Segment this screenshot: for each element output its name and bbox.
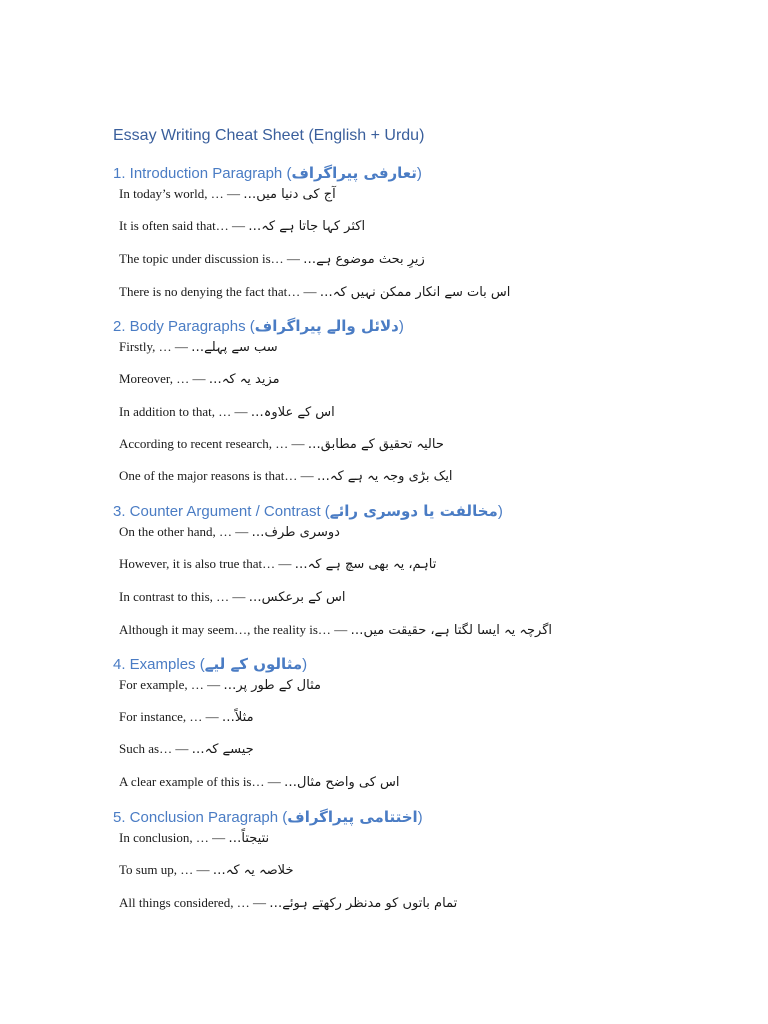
- phrase-row: [119, 829, 269, 848]
- section-heading-conclusion: 5. Conclusion Paragraph (اختتامی پیراگراف): [113, 808, 423, 826]
- phrase-row: [119, 523, 340, 542]
- phrase-row: [119, 588, 346, 607]
- phrase-separator: —: [228, 218, 249, 233]
- section-heading-urdu: مثالوں کے لیے: [204, 655, 303, 673]
- phrase-row: [119, 861, 293, 880]
- phrase-urdu: تاہم، یہ بھی سچ ہے کہ…: [294, 557, 437, 572]
- phrase-english: On the other hand, …: [119, 524, 233, 539]
- phrase-english: One of the major reasons is that…: [119, 468, 298, 483]
- document-title: Essay Writing Cheat Sheet (English + Urdu): [113, 127, 425, 144]
- phrase-urdu: اگرچہ یہ ایسا لگتا ہے، حقیقت میں…: [350, 623, 552, 638]
- phrase-urdu: مزید یہ کہ…: [208, 372, 280, 387]
- phrase-separator: —: [223, 186, 244, 201]
- phrase-separator: —: [203, 677, 224, 692]
- phrase-urdu: جیسے کہ…: [191, 742, 254, 757]
- phrase-english: To sum up, …: [119, 862, 194, 877]
- section-heading-body: 2. Body Paragraphs (دلائل والے پیراگراف): [113, 317, 404, 335]
- section-heading-english: 4. Examples: [113, 656, 196, 673]
- phrase-separator: —: [330, 622, 351, 637]
- phrase-english: However, it is also true that…: [119, 556, 276, 571]
- phrase-row: [119, 676, 321, 695]
- phrase-english: Such as…: [119, 741, 173, 756]
- phrase-row: [119, 370, 280, 389]
- phrase-urdu: ایک بڑی وجہ یہ ہے کہ…: [316, 469, 453, 484]
- phrase-urdu: آج کی دنیا میں…: [243, 187, 336, 202]
- phrase-row: [119, 555, 436, 574]
- phrase-separator: —: [189, 371, 209, 386]
- section-heading-counter-argument: 3. Counter Argument / Contrast (مخالفت یا دوسری رائے): [113, 502, 503, 520]
- phrase-row: [119, 621, 552, 640]
- phrase-english: Firstly, …: [119, 339, 172, 354]
- section-heading-urdu: تعارفی پیراگراف: [291, 164, 417, 182]
- phrase-english: There is no denying the fact that…: [119, 284, 301, 299]
- phrase-english: The topic under discussion is…: [119, 251, 284, 266]
- phrase-separator: —: [193, 862, 213, 877]
- phrase-row: [119, 773, 400, 792]
- phrase-separator: —: [229, 589, 249, 604]
- phrase-english: In conclusion, …: [119, 830, 209, 845]
- phrase-row: [119, 708, 254, 727]
- phrase-separator: —: [264, 774, 284, 789]
- phrase-english: All things considered, …: [119, 895, 250, 910]
- phrase-row: [119, 467, 453, 486]
- section-heading-examples: 4. Examples (مثالوں کے لیے): [113, 655, 308, 673]
- phrase-row: [119, 250, 425, 269]
- phrase-english: In today’s world, …: [119, 186, 224, 201]
- phrase-english: Although it may seem…, the reality is…: [119, 622, 331, 637]
- phrase-separator: —: [300, 284, 320, 299]
- phrase-english: In addition to that, …: [119, 404, 232, 419]
- phrase-english: Moreover, …: [119, 371, 190, 386]
- section-heading-urdu: اختتامی پیراگراف: [287, 808, 418, 826]
- phrase-row: [119, 403, 335, 422]
- phrase-urdu: اکثر کہا جاتا ہے کہ…: [248, 219, 366, 234]
- phrase-row: [119, 283, 510, 302]
- phrase-separator: —: [288, 436, 308, 451]
- phrase-urdu: نتیجتاً…: [228, 831, 270, 846]
- section-heading-urdu: دلائل والے پیراگراف: [254, 317, 399, 335]
- phrase-urdu: اس کی واضح مثال…: [284, 775, 400, 790]
- phrase-separator: —: [232, 524, 252, 539]
- phrase-row: [119, 185, 336, 204]
- phrase-separator: —: [171, 339, 192, 354]
- phrase-row: [119, 217, 365, 236]
- phrase-english: According to recent research, …: [119, 436, 289, 451]
- phrase-separator: —: [202, 709, 222, 724]
- phrase-separator: —: [249, 895, 270, 910]
- section-heading-english: 1. Introduction Paragraph: [113, 165, 283, 182]
- phrase-row: [119, 338, 278, 357]
- phrase-separator: —: [172, 741, 192, 756]
- phrase-urdu: اس کے برعکس…: [248, 590, 346, 605]
- section-heading-english: 5. Conclusion Paragraph: [113, 809, 279, 826]
- phrase-separator: —: [283, 251, 304, 266]
- phrase-separator: —: [231, 404, 251, 419]
- phrase-urdu: حالیہ تحقیق کے مطابق…: [307, 437, 444, 452]
- section-heading-english: 2. Body Paragraphs: [113, 318, 246, 335]
- phrase-row: [119, 740, 254, 759]
- phrase-separator: —: [297, 468, 317, 483]
- phrase-urdu: سب سے پہلے…: [191, 340, 278, 355]
- phrase-urdu: خلاصہ یہ کہ…: [212, 863, 294, 878]
- phrase-english: For example, …: [119, 677, 204, 692]
- phrase-english: It is often said that…: [119, 218, 229, 233]
- phrase-row: [119, 894, 457, 913]
- phrase-urdu: مثلاً…: [221, 710, 254, 725]
- phrase-separator: —: [275, 556, 295, 571]
- section-heading-english: 3. Counter Argument / Contrast: [113, 503, 321, 520]
- phrase-english: A clear example of this is…: [119, 774, 265, 789]
- phrase-urdu: اس بات سے انکار ممکن نہیں کہ…: [319, 285, 511, 300]
- phrase-separator: —: [208, 830, 229, 845]
- phrase-urdu: مثال کے طور پر…: [223, 678, 321, 693]
- section-heading-introduction: 1. Introduction Paragraph (تعارفی پیراگراف): [113, 164, 422, 182]
- phrase-english: In contrast to this, …: [119, 589, 230, 604]
- section-heading-urdu: مخالفت یا دوسری رائے: [329, 502, 498, 520]
- phrase-urdu: زیرِ بحث موضوع ہے…: [303, 252, 425, 267]
- phrase-urdu: اس کے علاوہ…: [250, 405, 335, 420]
- phrase-urdu: دوسری طرف…: [251, 525, 340, 540]
- phrase-urdu: تمام باتوں کو مدنظر رکھتے ہوئے…: [269, 896, 458, 911]
- phrase-english: For instance, …: [119, 709, 203, 724]
- phrase-row: [119, 435, 444, 454]
